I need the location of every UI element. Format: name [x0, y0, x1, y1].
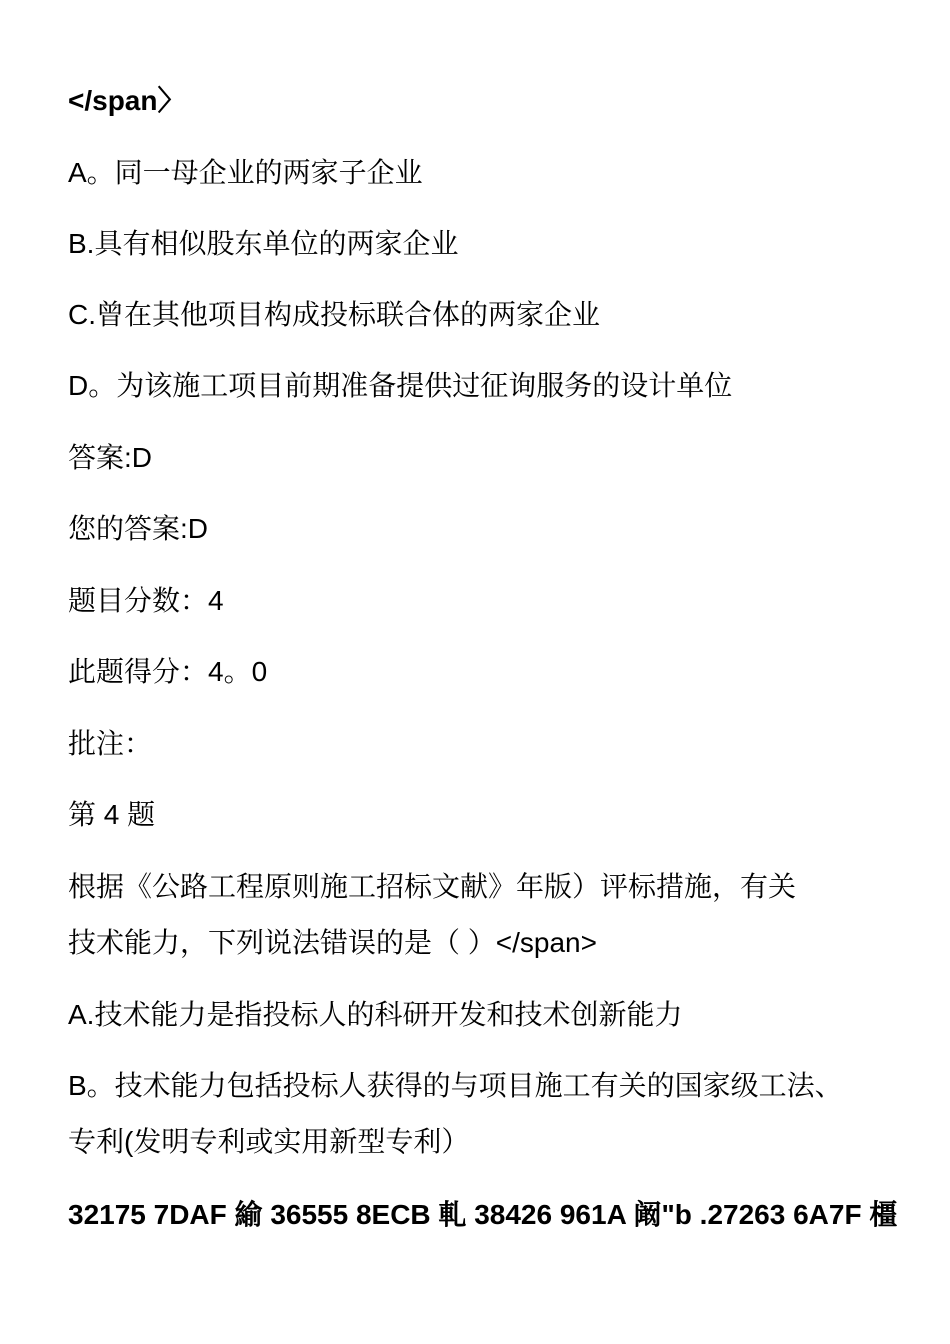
earned-score: 此题得分：4。0 [68, 656, 268, 687]
option-a: A。同一母企业的两家子企业 [68, 157, 423, 188]
question-number: 第 4 题 [68, 799, 156, 830]
option-c: C.曾在其他项目构成投标联合体的两家企业 [68, 299, 601, 330]
option-b: B.具有相似股东单位的两家企业 [68, 228, 459, 259]
option-d: D。为该施工项目前期准备提供过征询服务的设计单位 [68, 370, 733, 401]
your-answer: 您的答案:D [68, 513, 209, 544]
option-b-line-1: B。技术能力包括投标人获得的与项目施工有关的国家级工法、 [68, 1070, 843, 1101]
garbled-footer-text: 32175 7DAF 緰 36555 8ECB 軋 38426 961A 阚"b .27263 6A7F 橿 [68, 1199, 898, 1230]
option-b-line-2: 专利(发明专利或实用新型专利） [68, 1126, 470, 1157]
question-text-line-2: 技术能力，下列说法错误的是（ ）</span> [68, 927, 597, 958]
option-a: A.技术能力是指投标人的科研开发和技术创新能力 [68, 999, 683, 1030]
question-text-line-1: 根据《公路工程原则施工招标文献》年版）评标措施，有关 [68, 871, 797, 902]
correct-answer: 答案:D [68, 442, 153, 473]
span-fragment: </span〉 [68, 85, 186, 116]
question-score: 题目分数：4 [68, 585, 224, 616]
annotation-label: 批注： [68, 728, 153, 759]
